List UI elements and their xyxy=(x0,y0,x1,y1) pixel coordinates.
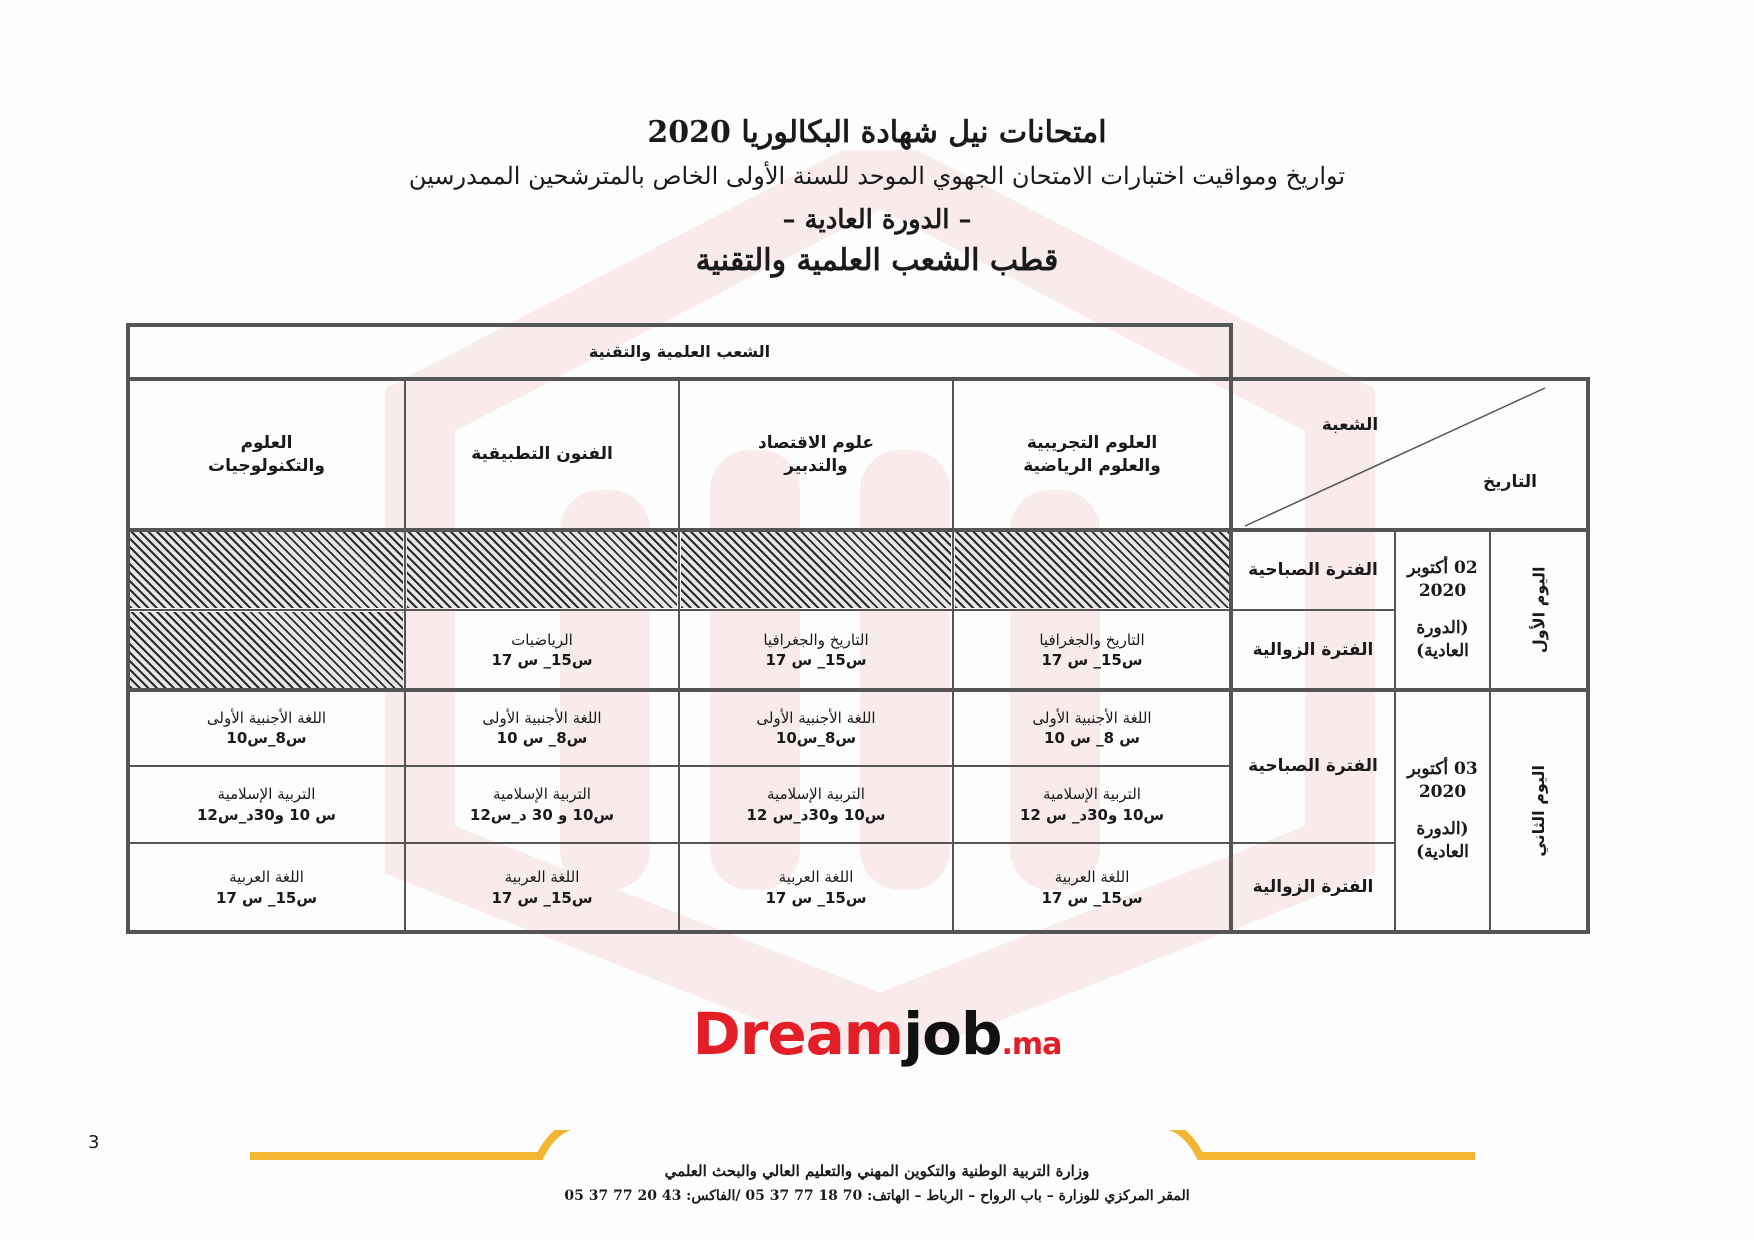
day1-morning-label: الفترة الصباحية xyxy=(1248,559,1378,580)
day2-morning-exam: اللغة الأجنبية الأولى س8_ س 10 xyxy=(482,708,602,747)
day2-morning-exam: التربية الإسلامية س 10 و30د_س12 xyxy=(197,785,336,824)
day1-afternoon-exam: التاريخ والجغرافيا س15_ س 17 xyxy=(763,630,869,669)
page-number: 3 xyxy=(88,1132,100,1153)
no-exam-cell xyxy=(130,612,403,688)
day1-afternoon-exam: التاريخ والجغرافيا س15_ س 17 xyxy=(1039,630,1145,669)
day2-afternoon-exam: اللغة العربية س15_ س 17 xyxy=(1041,868,1143,907)
no-exam-cell xyxy=(955,532,1229,608)
day2-afternoon-exam: اللغة العربية س15_ س 17 xyxy=(765,868,867,907)
day2-afternoon-exam: اللغة العربية س15_ س 17 xyxy=(491,868,593,907)
day1-label: اليوم الأول xyxy=(1529,566,1549,654)
footer-ministry: وزارة التربية الوطنية والتكوين المهني والتعليم العالي والبحث العلمي xyxy=(664,1162,1090,1180)
group-title: الشعب العلمية والتقنية xyxy=(588,342,771,362)
day2-morning-exam: اللغة الأجنبية الأولى س8_س10 xyxy=(756,708,876,747)
dreamjob-logo[interactable]: Dreamjob.ma xyxy=(692,1000,1062,1068)
day2-morning-label: الفترة الصباحية xyxy=(1248,756,1378,777)
day2-morning-exam: اللغة الأجنبية الأولى س8_س10 xyxy=(206,708,327,747)
column-header-applied-arts: الفنون التطبيقية xyxy=(471,444,613,465)
day2-afternoon-exam: اللغة العربية س15_ س 17 xyxy=(215,868,318,907)
day2-label: اليوم الثاني xyxy=(1529,765,1549,857)
corner-branch-label: الشعبة xyxy=(1321,414,1379,435)
no-exam-cell xyxy=(407,532,677,608)
document-subtitle: تواريخ ومواقيت اختبارات الامتحان الجهوي الموحد للسنة الأولى الخاص بالمترشحين الممدرسين xyxy=(408,162,1346,190)
day1-date: 02 أكتوبر 2020 (الدورة العادية) xyxy=(1407,558,1478,661)
no-exam-cell xyxy=(130,532,403,608)
day2-morning-exam: التربية الإسلامية س10 و30د_س 12 xyxy=(746,785,886,824)
column-header-technology: العلوم والتكنولوجيات xyxy=(208,432,325,476)
session-label: – الدورة العادية – xyxy=(782,205,972,235)
day2-date: 03 أكتوبر 2020 (الدورة العادية) xyxy=(1407,759,1478,862)
column-header-economics: علوم الاقتصاد والتدبير xyxy=(758,432,875,476)
corner-date-label: التاريخ xyxy=(1483,471,1537,492)
footer-address: المقر المركزي للوزارة – باب الرواح – الرباط – الهاتف: 70 18 77 37 05 /الفاكس: 43 20 77 37 05 xyxy=(564,1188,1190,1204)
day2-morning-exam: التربية الإسلامية س10 و30د_ س 12 xyxy=(1019,785,1165,824)
column-header-experimental-sciences: العلوم التجريبية والعلوم الرياضية xyxy=(1023,432,1161,476)
day2-afternoon-label: الفترة الزوالية xyxy=(1252,877,1374,898)
day2-morning-exam: التربية الإسلامية س10 و 30 د_س12 xyxy=(469,785,615,824)
no-exam-cell xyxy=(681,532,951,608)
day2-morning-exam: اللغة الأجنبية الأولى س 8_ س 10 xyxy=(1032,708,1152,747)
day1-afternoon-label: الفترة الزوالية xyxy=(1252,639,1374,660)
document-title: امتحانات نيل شهادة البكالوريا 2020 xyxy=(647,115,1107,150)
day1-afternoon-exam: الرياضيات س15_ س 17 xyxy=(491,630,593,669)
pole-label: قطب الشعب العلمية والتقنية xyxy=(695,243,1059,278)
